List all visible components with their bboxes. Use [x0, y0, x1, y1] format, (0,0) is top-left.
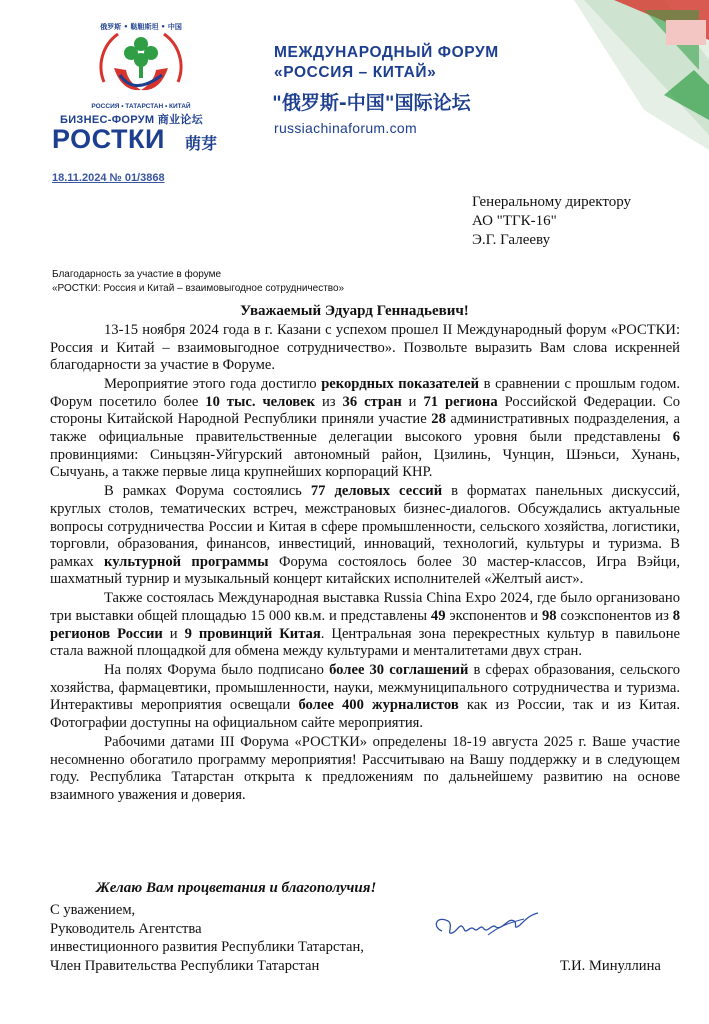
- logo-ring-right: [164, 34, 181, 82]
- bold-text: более 30 соглашений: [329, 662, 469, 679]
- text-run: как из России, так и из Китая. Фотографии доступны на официальном сайте мероприятия.: [50, 697, 680, 732]
- closing-wish: Желаю Вам процветания и благополучия!: [96, 880, 377, 896]
- greeting: Уважаемый Эдуард Геннадьевич!: [240, 303, 469, 319]
- signer-name: Т.И. Минуллина: [560, 958, 661, 974]
- addressee-line: АО "ТГК-16": [472, 213, 557, 229]
- bold-text: культурной программы: [104, 553, 269, 570]
- bold-text: 77 деловых сессий: [310, 483, 443, 500]
- forum-title-cn: "俄罗斯-中国"国际论坛: [272, 92, 471, 114]
- logo-wordmark-cn: 萌芽: [185, 136, 218, 153]
- bold-text: 6: [672, 429, 680, 446]
- signature-block: [50, 901, 364, 975]
- rostki-logo-emblem: [86, 20, 196, 112]
- forum-website: russiachinaforum.com: [274, 120, 417, 136]
- document-number: 18.11.2024 № 01/3868: [52, 172, 165, 184]
- logo-subtitle: БИЗНЕС-ФОРУМ 商业论坛: [60, 114, 203, 126]
- forum-title-line2: «РОССИЯ – КИТАЙ»: [274, 64, 437, 81]
- bold-text: 98: [541, 608, 557, 624]
- bold-text: 71 региона: [423, 393, 498, 410]
- text-run: Мероприятие этого года достигло: [104, 376, 322, 393]
- text-run: Российской Федерации. Со стороны Китайской Народной Республики приняли участие: [50, 393, 681, 428]
- forum-title-line1: МЕЖДУНАРОДНЫЙ ФОРУМ: [274, 44, 499, 61]
- text-run: В рамках Форума состоялись: [104, 483, 311, 500]
- text-run: в сравнении с прошлым годом. Форум посетило более: [50, 376, 681, 410]
- text-run: и: [401, 393, 424, 410]
- body-paragraph: [50, 662, 680, 732]
- text-run: и: [162, 625, 185, 642]
- text-run: в сферах образования, сельского хозяйства, фармацевтики, промышленности, науки, межмуниципального сотрудничества и туризма. Интерактивы мероприятия освещали: [50, 662, 680, 714]
- text-run: 13-15 ноября 2024 года в г. Казани с успехом прошел II Международный форум «РОСТКИ: Россия и Китай – взаимовыгодное сотрудничество». Позвольте выразить Вам слова искренней благодарности за участие в Форуме.: [50, 322, 680, 374]
- bold-text: 49: [430, 608, 446, 624]
- body-paragraph: [50, 376, 680, 482]
- text-run: соэкспонентов из: [556, 608, 673, 624]
- subject-line: «РОСТКИ: Россия и Китай – взаимовыгодное сотрудничество»: [52, 283, 345, 294]
- addressee-line: Генеральному директору: [472, 194, 632, 210]
- text-run: Форума состоялось более 30 мастер-классов, Игра Вэйци, шахматный турнир и музыкальный концерт китайских исполнителей «Желтый аист».: [50, 553, 680, 588]
- text-run: Также состоялась Международная выставка Russia China Expo 2024, где было организовано три выставки общей площадью 15 000 кв.м. и представлены: [50, 590, 680, 624]
- text-run: . Центральная зона перекрестных культур в павильоне стала важной площадкой для обмена между культурами и менталитетами двух стран.: [50, 625, 681, 660]
- logo-ring-text-ru: РОССИЯ • ТАТАРСТАН • КИТАЙ: [91, 103, 191, 110]
- addressee-block: [472, 193, 631, 250]
- logo-ring-text-cn: 俄罗斯 • 鞑靼斯坦 • 中国: [100, 23, 182, 31]
- text-run: экспонентов и: [445, 608, 542, 624]
- handwritten-signature: [428, 905, 543, 947]
- bold-text: 10 тыс. человек: [205, 393, 316, 410]
- body-paragraph: [50, 734, 680, 804]
- signature-line: инвестиционного развития Республики Татарстан,: [50, 939, 364, 955]
- text-run: На полях Форума было подписано: [104, 662, 330, 679]
- text-run: из: [315, 393, 343, 410]
- text-run: административных подразделения, а также официальные правительственные делегации высокого уровня были представлены: [50, 411, 680, 446]
- decorative-corner-ornament: [574, 0, 709, 150]
- text-run: в форматах панельных дискуссий, круглых столов, тематических встреч, межстрановых бизнес-диалогов. Обсуждались актуальные вопросы сотрудничества России и Китая в сфере промышленности, сельского хозяйства, логистики, торговли, образования, финансов, инвестиций, инноваций, технологий, культуры и туризма. В рамках: [50, 483, 681, 570]
- subject-line: Благодарность за участие в форуме: [52, 269, 222, 280]
- bold-text: рекордных показателей: [321, 376, 479, 393]
- letter-subject: [52, 268, 344, 296]
- signature-line: Член Правительства Республики Татарстан: [50, 957, 320, 974]
- body-paragraph: [50, 483, 680, 589]
- text-run: Рабочими датами III Форума «РОСТКИ» определены 18-19 августа 2025 г. Ваше участие несомненно обогатило программу мероприятия! Рассчитываю на Вашу поддержку и в следующем году. Республика Татарстан открыта к предложениям по дальнейшему развитию на основе взаимного уважения и доверия.: [50, 734, 680, 803]
- logo-wordmark: РОСТКИ: [52, 124, 165, 154]
- body-paragraph: [50, 590, 680, 660]
- bold-text: более 400 журналистов: [298, 697, 459, 714]
- signature-line: С уважением,: [50, 902, 136, 918]
- bold-text: 8 регионов России: [50, 608, 680, 642]
- addressee-line: Э.Г. Галееву: [472, 232, 551, 248]
- letter-body: [50, 322, 680, 806]
- bold-text: 9 провинций Китая: [184, 625, 321, 642]
- bold-text: 36 стран: [342, 393, 402, 410]
- signature-line: Руководитель Агентства: [50, 920, 202, 937]
- logo-ring-left: [101, 34, 118, 82]
- bold-text: 28: [431, 411, 446, 428]
- body-paragraph: [50, 322, 680, 375]
- text-run: провинциями: Синьцзян-Уйгурский автономный район, Цзилинь, Чунцин, Шэньси, Хунань, Сычуань, а также первые лица крупнейших корпораций КНР.: [50, 446, 680, 481]
